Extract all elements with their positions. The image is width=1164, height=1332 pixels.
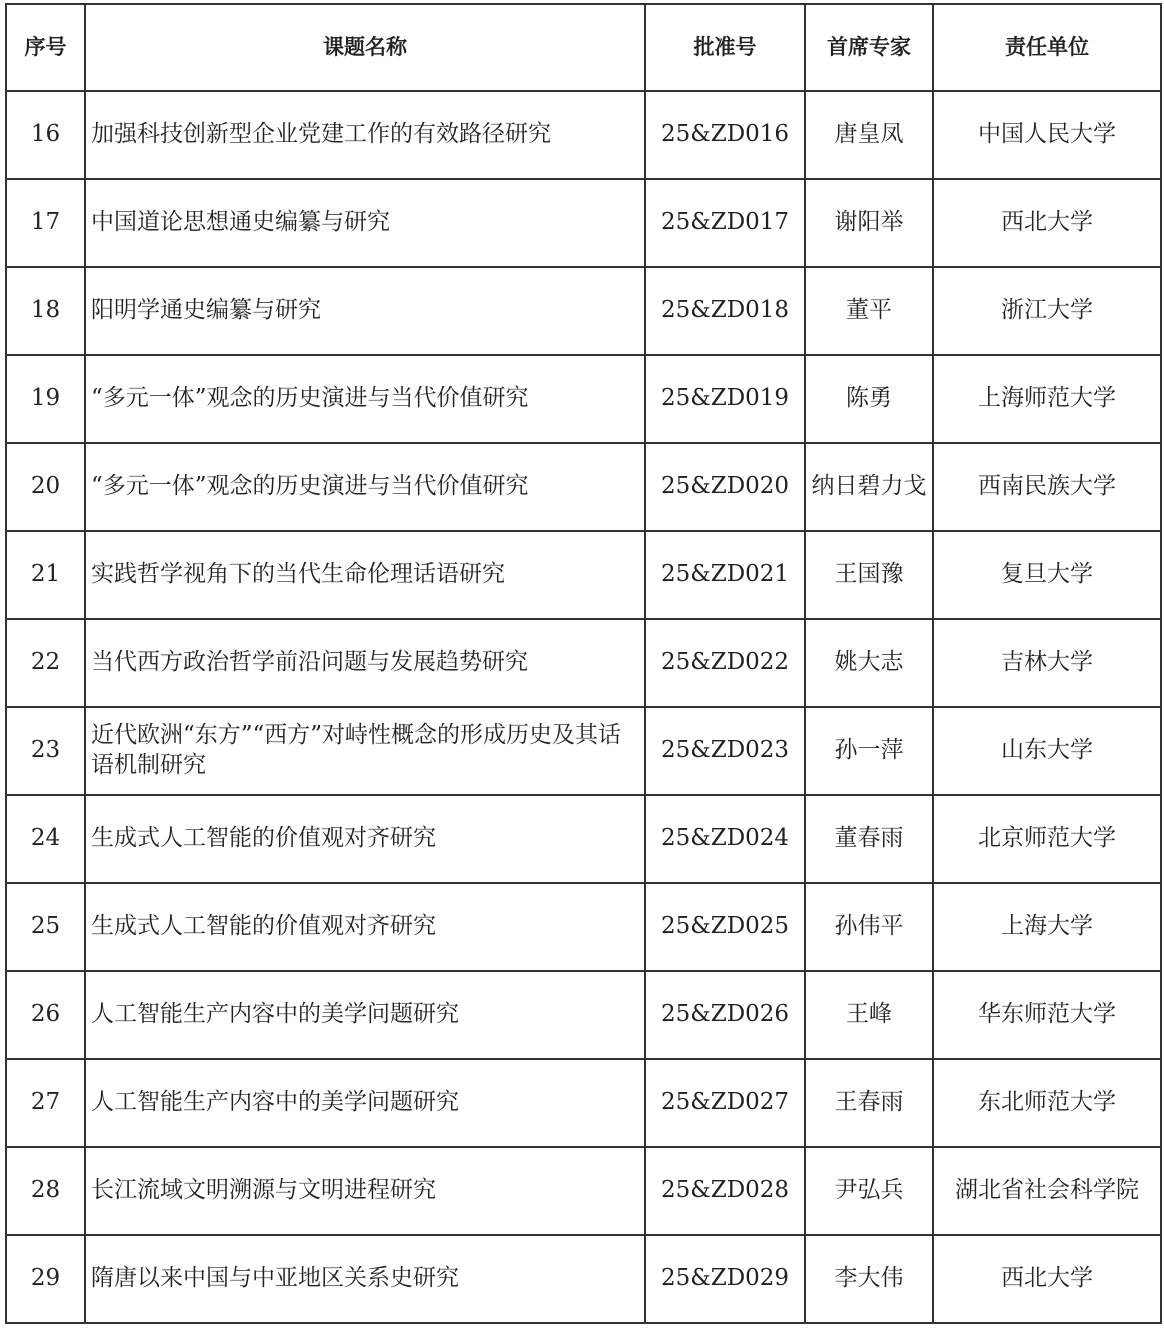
cell-unit: 吉林大学: [933, 619, 1161, 707]
table-row: [6, 971, 1161, 1059]
cell-unit: 西南民族大学: [933, 443, 1161, 531]
cell-index: 17: [6, 179, 85, 267]
cell-unit: 西北大学: [933, 1235, 1161, 1323]
cell-index: 25: [6, 883, 85, 971]
cell-index: 29: [6, 1235, 85, 1323]
cell-title: 生成式人工智能的价值观对齐研究: [85, 883, 645, 971]
cell-expert: 李大伟: [805, 1235, 933, 1323]
cell-unit: 上海师范大学: [933, 355, 1161, 443]
cell-approval: 25&ZD016: [645, 91, 805, 179]
cell-approval: 25&ZD017: [645, 179, 805, 267]
table-row: [6, 179, 1161, 267]
cell-index: 26: [6, 971, 85, 1059]
cell-title: 加强科技创新型企业党建工作的有效路径研究: [85, 91, 645, 179]
cell-expert: 唐皇凤: [805, 91, 933, 179]
cell-index: 27: [6, 1059, 85, 1147]
cell-approval: 25&ZD026: [645, 971, 805, 1059]
cell-expert: 王春雨: [805, 1059, 933, 1147]
cell-expert: 王峰: [805, 971, 933, 1059]
cell-expert: 尹弘兵: [805, 1147, 933, 1235]
cell-index: 21: [6, 531, 85, 619]
cell-title: “多元一体”观念的历史演进与当代价值研究: [85, 355, 645, 443]
cell-approval: 25&ZD018: [645, 267, 805, 355]
cell-approval: 25&ZD022: [645, 619, 805, 707]
cell-index: 19: [6, 355, 85, 443]
table-row: [6, 795, 1161, 883]
cell-index: 23: [6, 707, 85, 795]
header-expert: 首席专家: [805, 4, 933, 91]
cell-unit: 西北大学: [933, 179, 1161, 267]
table-row: [6, 443, 1161, 531]
table-row: [6, 707, 1161, 795]
cell-approval: 25&ZD029: [645, 1235, 805, 1323]
cell-unit: 浙江大学: [933, 267, 1161, 355]
cell-expert: 董平: [805, 267, 933, 355]
table-row: [6, 1147, 1161, 1235]
table-row: [6, 1235, 1161, 1323]
cell-unit: 中国人民大学: [933, 91, 1161, 179]
cell-approval: 25&ZD023: [645, 707, 805, 795]
cell-expert: 孙伟平: [805, 883, 933, 971]
cell-unit: 东北师范大学: [933, 1059, 1161, 1147]
cell-expert: 孙一萍: [805, 707, 933, 795]
cell-title: 人工智能生产内容中的美学问题研究: [85, 1059, 645, 1147]
cell-title: 当代西方政治哲学前沿问题与发展趋势研究: [85, 619, 645, 707]
table-row: [6, 267, 1161, 355]
cell-approval: 25&ZD028: [645, 1147, 805, 1235]
cell-approval: 25&ZD024: [645, 795, 805, 883]
table-row: [6, 91, 1161, 179]
cell-expert: 谢阳举: [805, 179, 933, 267]
cell-index: 20: [6, 443, 85, 531]
cell-index: 28: [6, 1147, 85, 1235]
cell-title: 人工智能生产内容中的美学问题研究: [85, 971, 645, 1059]
project-table: [5, 3, 1162, 1324]
cell-title: 中国道论思想通史编纂与研究: [85, 179, 645, 267]
table-body: [6, 91, 1161, 1323]
cell-approval: 25&ZD021: [645, 531, 805, 619]
table-row: [6, 1059, 1161, 1147]
cell-approval: 25&ZD020: [645, 443, 805, 531]
cell-unit: 复旦大学: [933, 531, 1161, 619]
cell-expert: 陈勇: [805, 355, 933, 443]
cell-unit: 华东师范大学: [933, 971, 1161, 1059]
cell-title: 隋唐以来中国与中亚地区关系史研究: [85, 1235, 645, 1323]
header-index: 序号: [6, 4, 85, 91]
cell-unit: 山东大学: [933, 707, 1161, 795]
cell-approval: 25&ZD019: [645, 355, 805, 443]
table-header: [6, 4, 1161, 91]
cell-title: 阳明学通史编纂与研究: [85, 267, 645, 355]
cell-index: 18: [6, 267, 85, 355]
cell-approval: 25&ZD027: [645, 1059, 805, 1147]
cell-index: 24: [6, 795, 85, 883]
cell-title: “多元一体”观念的历史演进与当代价值研究: [85, 443, 645, 531]
cell-title: 近代欧洲“东方”“西方”对峙性概念的形成历史及其话语机制研究: [85, 707, 645, 795]
cell-expert: 王国豫: [805, 531, 933, 619]
cell-expert: 姚大志: [805, 619, 933, 707]
cell-unit: 湖北省社会科学院: [933, 1147, 1161, 1235]
cell-unit: 北京师范大学: [933, 795, 1161, 883]
cell-title: 长江流域文明溯源与文明进程研究: [85, 1147, 645, 1235]
header-row: [6, 4, 1161, 91]
cell-index: 16: [6, 91, 85, 179]
cell-title: 实践哲学视角下的当代生命伦理话语研究: [85, 531, 645, 619]
header-approval: 批准号: [645, 4, 805, 91]
cell-unit: 上海大学: [933, 883, 1161, 971]
cell-index: 22: [6, 619, 85, 707]
header-title: 课题名称: [85, 4, 645, 91]
table-row: [6, 355, 1161, 443]
cell-approval: 25&ZD025: [645, 883, 805, 971]
cell-expert: 纳日碧力戈: [805, 443, 933, 531]
table-row: [6, 531, 1161, 619]
cell-title: 生成式人工智能的价值观对齐研究: [85, 795, 645, 883]
table-row: [6, 619, 1161, 707]
table-row: [6, 883, 1161, 971]
cell-expert: 董春雨: [805, 795, 933, 883]
header-unit: 责任单位: [933, 4, 1161, 91]
